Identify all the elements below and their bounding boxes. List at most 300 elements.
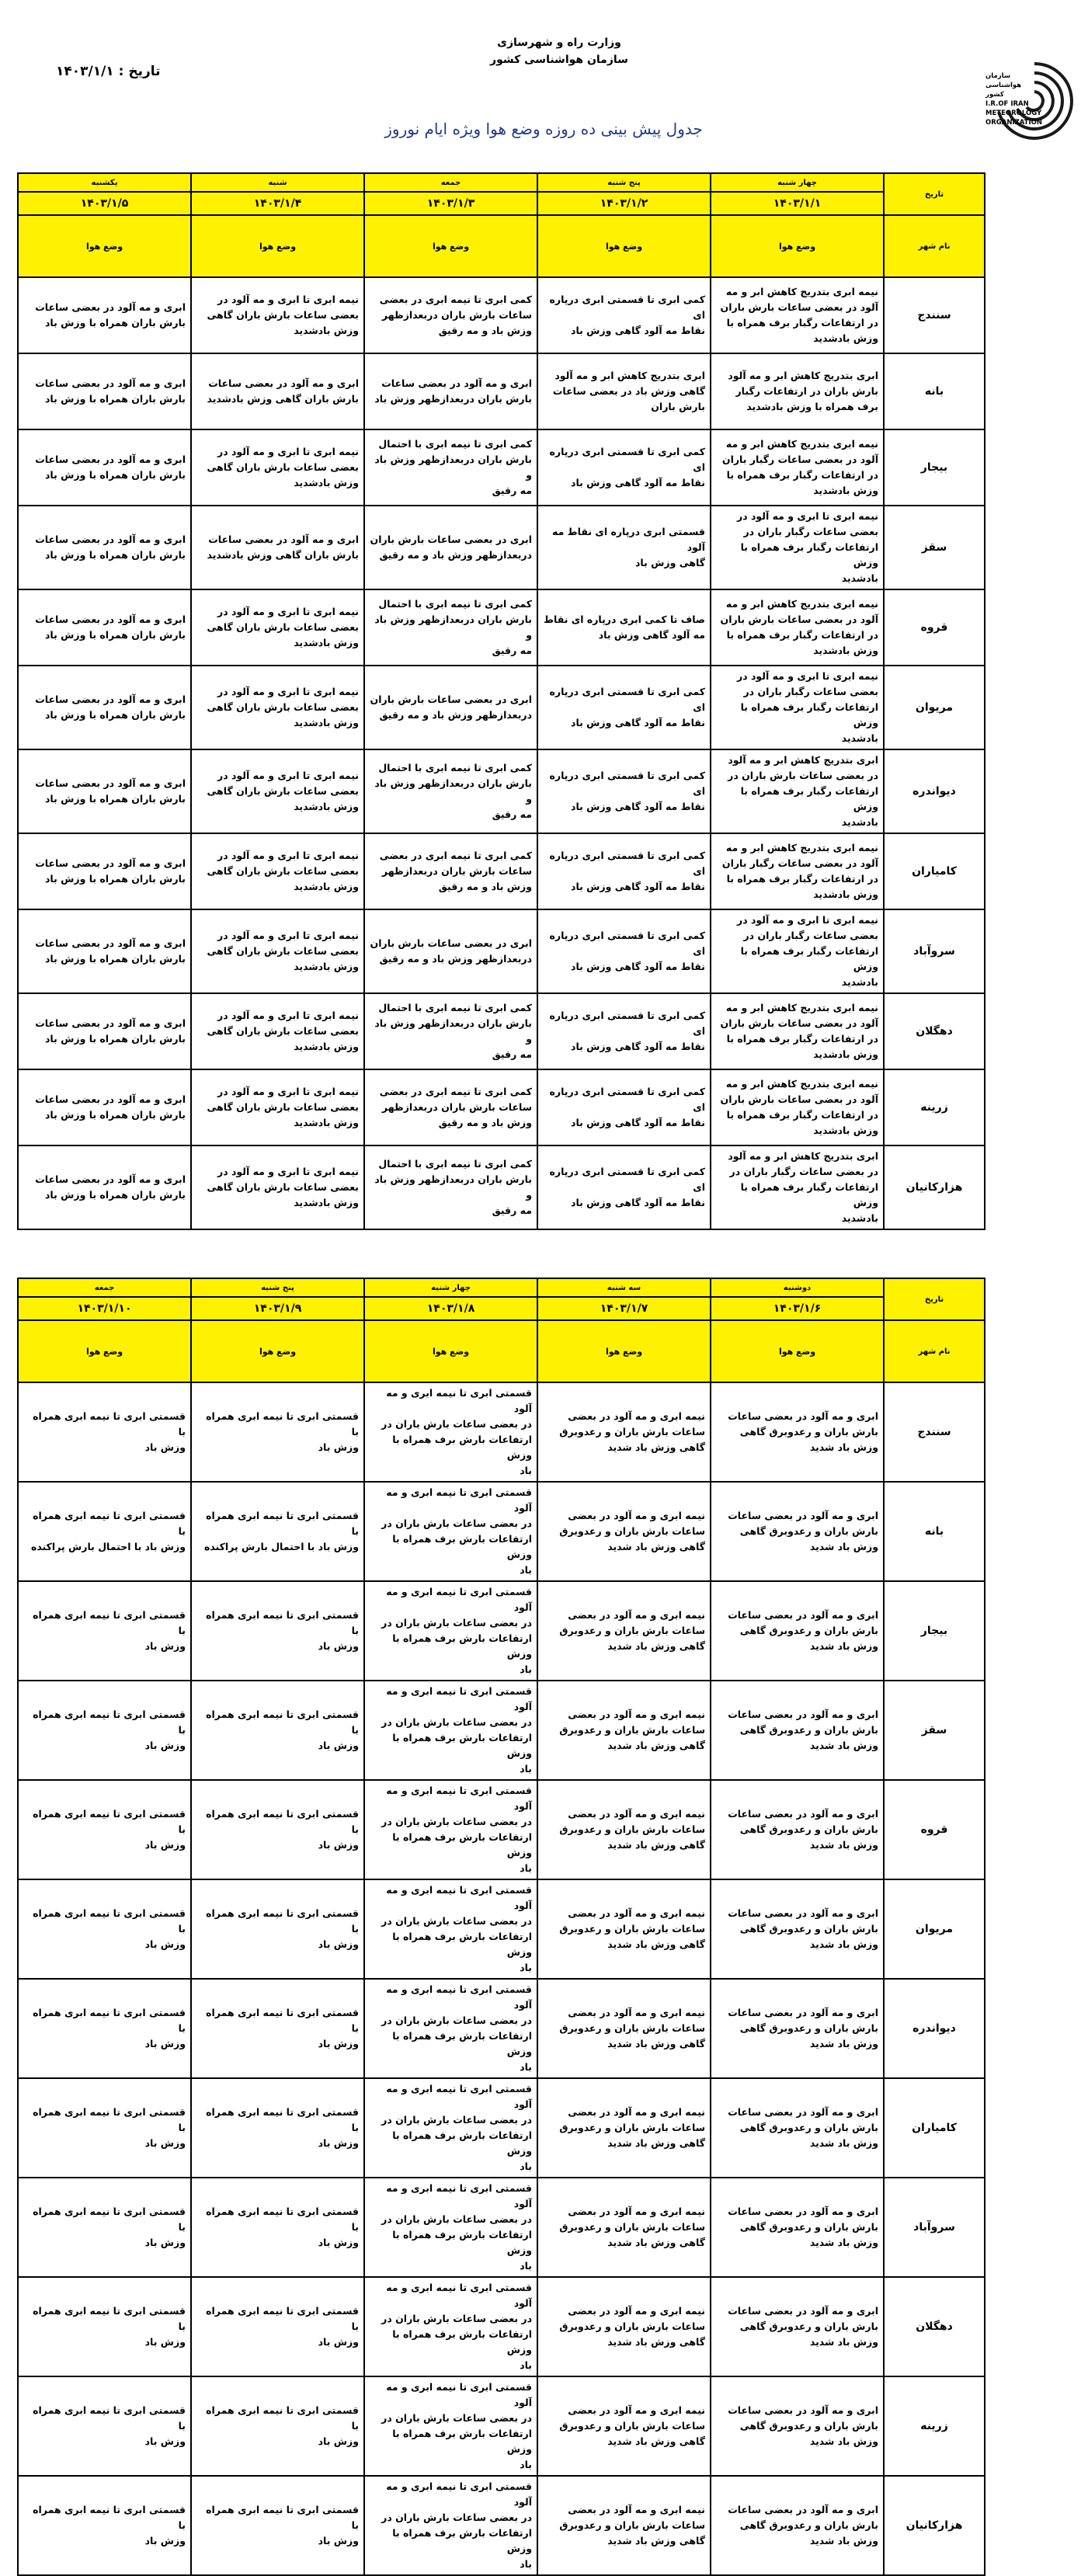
- forecast-line: بعضی ساعات بارش باران گاهی: [207, 621, 359, 633]
- forecast-cell: [18, 2178, 191, 2277]
- forecast-cell: [364, 2376, 537, 2476]
- date-row: [18, 1297, 985, 1320]
- forecast-line: وزش بادشدید: [294, 881, 359, 892]
- forecast-line: قسمتی ابری تا نیمه ابری همراه با: [33, 1907, 186, 1935]
- organization-block: [435, 34, 683, 68]
- day-date: ۱۴۰۳/۱/۲: [537, 192, 711, 215]
- forecast-cell: [191, 833, 364, 909]
- forecast-cell: [711, 1145, 884, 1229]
- forecast-line: بارش باران دربعدازظهر وزش باد و: [374, 454, 532, 481]
- forecast-line: ساعات بارش باران و رعدوبرق: [559, 1525, 705, 1537]
- forecast-cell: [18, 749, 191, 833]
- table-row: [18, 1681, 985, 1780]
- forecast-line: وزش باد شدید: [809, 2038, 878, 2049]
- forecast-cell: [191, 909, 364, 993]
- forecast-line: قسمتی ابری تا نیمه ابری همراه با: [33, 1609, 186, 1636]
- forecast-line: وزش باد و مه رقیق: [438, 325, 532, 336]
- forecast-line: دربعدازظهر وزش باد و مه رقیق: [379, 549, 532, 561]
- forecast-line: مه رقیق: [492, 1048, 532, 1060]
- forecast-line: بارش باران و رعدوبرق گاهی: [739, 1625, 878, 1636]
- forecast-line: ساعات بارش باران و رعدوبرق: [559, 2221, 705, 2233]
- city-name: سروآباد: [884, 2178, 985, 2277]
- day-date: ۱۴۰۳/۱/۶: [711, 1297, 884, 1320]
- forecast-cell: [364, 993, 537, 1069]
- forecast-line: وزش باد: [318, 1441, 359, 1453]
- forecast-line: نیمه ابری و مه آلود در بعضی: [568, 1410, 705, 1422]
- city-name: هزارکانیان: [884, 1145, 985, 1229]
- forecast-cell: [18, 1382, 191, 1482]
- forecast-cell: [711, 749, 884, 833]
- forecast-cell: [537, 506, 711, 589]
- forecast-line: ابری و مه آلود در بعضی ساعات: [35, 937, 186, 949]
- forecast-line: وزش بادشدید: [294, 325, 359, 336]
- forecast-cell: [364, 1382, 537, 1482]
- forecast-line: نقاط مه آلود گاهی وزش باد: [571, 881, 705, 892]
- forecast-cell: [711, 909, 884, 993]
- forecast-line: نیمه ابری تا ابری و مه آلود در: [217, 606, 359, 617]
- forecast-line: بارش باران در ارتفاعات رگبار: [735, 385, 878, 397]
- forecast-line: قسمتی ابری تا نیمه ابری همراه با: [33, 2106, 186, 2133]
- forecast-cell: [191, 589, 364, 666]
- forecast-line: ابری و مه آلود در بعضی ساعات: [35, 1017, 186, 1029]
- forecast-line: ساعات بارش باران و رعدوبرق: [559, 2420, 705, 2432]
- forecast-cell: [537, 2376, 711, 2476]
- forecast-line: بعضی ساعات بارش باران گاهی: [207, 309, 359, 321]
- weather-column-header: وضع هوا: [18, 215, 191, 277]
- forecast-line: آلود در بعضی ساعات رگبار باران: [721, 857, 878, 869]
- forecast-cell: [191, 666, 364, 749]
- forecast-line: بادشدید: [841, 1212, 878, 1224]
- forecast-line: ارتفاعات رگبار برف همراه با وزش: [740, 701, 878, 728]
- forecast-line: ارتفاعات بارش برف همراه با وزش: [392, 1732, 532, 1759]
- forecast-line: نیمه ابری تا ابری و مه آلود در: [217, 770, 359, 781]
- forecast-line: بارش باران و رعدوبرق گاهی: [739, 2122, 878, 2133]
- forecast-cell: [18, 506, 191, 589]
- forecast-line: بعضی ساعات بارش باران گاهی: [207, 865, 359, 877]
- forecast-line: قسمتی ابری تا نیمه ابری و مه آلود: [386, 1685, 532, 1712]
- forecast-line: بارش باران همراه با وزش باد: [44, 629, 186, 641]
- forecast-cell: [711, 833, 884, 909]
- day-name: شنبه: [191, 173, 364, 192]
- forecast-line: نیمه ابری و مه آلود در بعضی: [568, 1510, 705, 1521]
- forecast-line: وزش باد: [318, 2137, 359, 2149]
- forecast-line: در بعضی ساعات بارش باران در: [381, 1716, 532, 1728]
- forecast-line: ارتفاعات رگبار برف همراه با وزش: [740, 945, 878, 972]
- forecast-line: گاهی وزش باد در بعضی ساعات: [552, 385, 705, 397]
- forecast-cell: [191, 2376, 364, 2476]
- city-name: دهگلان: [884, 993, 985, 1069]
- table-row: [18, 666, 985, 749]
- forecast-cell: [537, 993, 711, 1069]
- forecast-line: وزش باد با احتمال بارش پراکنده: [30, 1541, 186, 1552]
- forecast-cell: [537, 1979, 711, 2078]
- forecast-line: ابری و مه آلود در بعضی ساعات: [728, 2305, 878, 2317]
- forecast-line: ساعات بارش باران و رعدوبرق: [559, 2519, 705, 2531]
- document-header: [0, 0, 1088, 155]
- forecast-line: قسمتی ابری تا نیمه ابری همراه با: [206, 2504, 359, 2531]
- forecast-cell: [711, 353, 884, 429]
- forecast-line: بارش باران همراه با وزش باد: [44, 549, 186, 561]
- forecast-cell: [711, 1780, 884, 1879]
- forecast-line: مه رقیق: [492, 485, 532, 496]
- forecast-line: ارتفاعات بارش برف همراه با وزش: [392, 2129, 532, 2157]
- forecast-line: باد: [520, 1862, 532, 1874]
- forecast-line: قسمتی ابری تا نیمه ابری و مه آلود: [386, 2182, 532, 2209]
- forecast-line: وزش باد شدید: [809, 1541, 878, 1552]
- forecast-cell: [191, 1382, 364, 1482]
- forecast-line: بادشدید: [841, 572, 878, 584]
- table-row: [18, 749, 985, 833]
- forecast-line: وزش باد: [144, 2535, 186, 2546]
- forecast-line: وزش باد شدید: [809, 1938, 878, 1950]
- day-name: جمعه: [364, 173, 537, 192]
- forecast-line: ارتفاعات رگبار برف همراه با وزش: [740, 1181, 878, 1208]
- forecast-line: بارش باران و رعدوبرق گاهی: [739, 2320, 878, 2332]
- table-row: [18, 909, 985, 993]
- forecast-line: گاهی وزش باد: [635, 557, 705, 568]
- date-value: ۱۴۰۳/۱/۱: [56, 64, 114, 79]
- forecast-cell: [18, 1581, 191, 1681]
- forecast-cell: [18, 353, 191, 429]
- corner-date-label: تاریخ: [884, 173, 985, 215]
- forecast-line: باد: [520, 2061, 532, 2073]
- forecast-line: قسمتی ابری تا نیمه ابری همراه با: [206, 1808, 359, 1835]
- forecast-line: در ارتفاعات رگبار برف همراه با: [726, 873, 878, 885]
- forecast-cell: [711, 1681, 884, 1780]
- forecast-line: ابری در بعضی ساعات بارش باران: [370, 937, 532, 949]
- forecast-line: وزش بادشدید: [294, 717, 359, 728]
- forecast-line: ابری و مه آلود در بعضی ساعات: [35, 534, 186, 545]
- forecast-line: وزش بادشدید: [813, 645, 878, 656]
- day-date: ۱۴۰۳/۱/۵: [18, 192, 191, 215]
- weather-column-header: وضع هوا: [537, 1320, 711, 1382]
- forecast-line: بارش باران دربعدازظهر وزش باد و: [374, 1173, 532, 1201]
- forecast-line: قسمتی ابری تا نیمه ابری همراه با: [206, 2305, 359, 2332]
- forecast-cell: [537, 909, 711, 993]
- forecast-line: وزش بادشدید: [294, 961, 359, 972]
- forecast-line: گاهی وزش باد شدید: [607, 1938, 705, 1950]
- forecast-line: ابری و مه آلود در بعضی ساعات: [35, 377, 186, 389]
- day-date: ۱۴۰۳/۱/۹: [191, 1297, 364, 1320]
- forecast-line: قسمتی ابری تا نیمه ابری و مه آلود: [386, 1586, 532, 1613]
- forecast-line: قسمتی ابری تا نیمه ابری همراه با: [206, 1510, 359, 1537]
- forecast-cell: [191, 2476, 364, 2575]
- forecast-cell: [364, 506, 537, 589]
- forecast-line: در ارتفاعات رگبار برف همراه با: [726, 629, 878, 641]
- forecast-line: وزش بادشدید: [813, 1125, 878, 1136]
- forecast-line: ارتفاعات بارش برف همراه با وزش: [392, 2229, 532, 2256]
- forecast-line: وزش باد: [318, 1839, 359, 1851]
- forecast-line: نیمه ابری بتدریج کاهش ابر و مه: [725, 1002, 878, 1013]
- forecast-line: بارش باران همراه با وزش باد: [44, 953, 186, 965]
- forecast-line: بعضی ساعات بارش باران گاهی: [207, 461, 359, 473]
- forecast-line: نیمه ابری تا ابری و مه آلود در: [217, 446, 359, 457]
- forecast-line: وزش بادشدید: [294, 1041, 359, 1052]
- forecast-line: برف همراه با وزش بادشدید: [746, 401, 878, 412]
- forecast-line: وزش باد و مه رقیق: [438, 881, 532, 892]
- city-name: بیجار: [884, 1581, 985, 1681]
- forecast-line: ابری و مه آلود در بعضی ساعات: [35, 301, 186, 313]
- table-row: [18, 353, 985, 429]
- forecast-line: نقاط مه آلود گاهی وزش باد: [571, 1197, 705, 1208]
- forecast-line: صاف تا کمی ابری درپاره ای نقاط: [544, 614, 705, 625]
- forecast-line: بارش باران و رعدوبرق گاهی: [739, 2420, 878, 2432]
- forecast-line: باد: [520, 1564, 532, 1576]
- forecast-line: ابری و مه آلود در بعضی ساعات: [208, 534, 359, 545]
- forecast-cell: [537, 589, 711, 666]
- city-name: بیجار: [884, 429, 985, 506]
- forecast-cell: [711, 1482, 884, 1581]
- forecast-line: قسمتی ابری تا نیمه ابری و مه آلود: [386, 2381, 532, 2408]
- forecast-line: بارش باران همراه با وزش باد: [44, 1033, 186, 1045]
- forecast-line: در بعضی ساعات بارش باران در: [381, 2512, 532, 2523]
- forecast-line: نقاط مه آلود گاهی وزش باد: [571, 325, 705, 336]
- forecast-line: وزش بادشدید: [294, 1117, 359, 1128]
- forecast-line: بارش باران و رعدوبرق گاهی: [739, 1525, 878, 1537]
- forecast-cell: [537, 353, 711, 429]
- forecast-line: ابری و مه آلود در بعضی ساعات: [728, 1907, 878, 1919]
- forecast-line: ابری و مه آلود در بعضی ساعات: [728, 1510, 878, 1521]
- forecast-line: کمی ابری تا قسمتی ابری درپاره ای: [549, 1166, 705, 1193]
- forecast-line: ارتفاعات بارش برف همراه با وزش: [392, 1533, 532, 1560]
- forecast-line: مه رقیق: [492, 1205, 532, 1216]
- date-label: تاریخ :: [118, 64, 161, 79]
- forecast-line: نیمه ابری بتدریج کاهش ابر و مه: [725, 1078, 878, 1090]
- forecast-line: ساعات بارش باران و رعدوبرق: [559, 2320, 705, 2332]
- forecast-line: وزش بادشدید: [813, 485, 878, 496]
- day-name: چهار شنبه: [711, 173, 884, 192]
- city-name: دهگلان: [884, 2277, 985, 2376]
- forecast-line: در بعضی ساعات بارش باران در: [381, 2412, 532, 2424]
- forecast-cell: [711, 1382, 884, 1482]
- forecast-line: وزش باد شدید: [809, 2336, 878, 2348]
- forecast-line: وزش باد شدید: [809, 2435, 878, 2447]
- forecast-line: قسمتی ابری تا نیمه ابری همراه با: [206, 1709, 359, 1736]
- forecast-line: بارش باران همراه با وزش باد: [44, 1189, 186, 1201]
- forecast-cell: [711, 589, 884, 666]
- forecast-cell: [537, 666, 711, 749]
- forecast-line: گاهی وزش باد شدید: [607, 1441, 705, 1453]
- forecast-line: نقاط مه آلود گاهی وزش باد: [571, 717, 705, 728]
- forecast-cell: [537, 2476, 711, 2575]
- forecast-line: وزش باد: [144, 2336, 186, 2348]
- table-row: [18, 1069, 985, 1145]
- city-name: سقز: [884, 506, 985, 589]
- forecast-line: نقاط مه آلود گاهی وزش باد: [571, 477, 705, 488]
- forecast-line: وزش باد شدید: [809, 2137, 878, 2149]
- forecast-line: بارش باران همراه با وزش باد: [44, 469, 186, 481]
- forecast-cell: [711, 1879, 884, 1979]
- forecast-line: باد: [520, 2558, 532, 2570]
- forecast-line: ساعات بارش باران و رعدوبرق: [559, 1426, 705, 1437]
- forecast-cell: [18, 1780, 191, 1879]
- forecast-line: ابری و مه آلود در بعضی ساعات: [35, 614, 186, 625]
- table-row: [18, 1482, 985, 1581]
- city-column-header: نام شهر: [884, 215, 985, 277]
- forecast-line: بعضی ساعات رگبار باران در: [743, 930, 878, 941]
- forecast-line: وزش باد شدید: [809, 2237, 878, 2248]
- forecast-line: گاهی وزش باد شدید: [607, 2237, 705, 2248]
- forecast-line: ارتفاعات بارش برف همراه با وزش: [392, 1931, 532, 1958]
- forecast-line: ابری و مه آلود در بعضی ساعات: [728, 2206, 878, 2217]
- weather-column-header: وضع هوا: [191, 215, 364, 277]
- forecast-cell: [191, 1145, 364, 1229]
- table-row: [18, 2277, 985, 2376]
- day-date: ۱۴۰۳/۱/۴: [191, 192, 364, 215]
- forecast-line: در بعضی ساعات بارش باران در: [381, 1816, 532, 1827]
- forecast-cell: [18, 1145, 191, 1229]
- forecast-line: گاهی وزش باد شدید: [607, 1640, 705, 1652]
- forecast-line: نقاط مه آلود گاهی وزش باد: [571, 961, 705, 972]
- forecast-line: نیمه ابری و مه آلود در بعضی: [568, 1907, 705, 1919]
- forecast-line: بارش باران و رعدوبرق گاهی: [739, 1823, 878, 1835]
- forecast-line: ابری بتدریج کاهش ابر و مه آلود: [728, 370, 878, 381]
- forecast-cell: [191, 1681, 364, 1780]
- logo-text: [985, 71, 1040, 127]
- day-date: ۱۴۰۳/۱/۱۰: [18, 1297, 191, 1320]
- forecast-line: ساعات بارش باران و رعدوبرق: [559, 1724, 705, 1736]
- table-row: [18, 1581, 985, 1681]
- forecast-line: ساعات بارش باران و رعدوبرق: [559, 1823, 705, 1835]
- forecast-line: باد: [520, 2359, 532, 2371]
- forecast-line: قسمتی ابری تا نیمه ابری و مه آلود: [386, 1486, 532, 1514]
- forecast-line: وزش باد شدید: [809, 1640, 878, 1652]
- forecast-line: آلود در بعضی ساعات بارش باران: [720, 301, 878, 313]
- forecast-line: بارش باران گاهی وزش بادشدید: [207, 549, 359, 561]
- forecast-line: وزش بادشدید: [813, 888, 878, 900]
- forecast-cell: [191, 993, 364, 1069]
- forecast-cell: [191, 429, 364, 506]
- forecast-line: قسمتی ابری تا نیمه ابری و مه آلود: [386, 2282, 532, 2309]
- forecast-cell: [711, 2476, 884, 2575]
- forecast-line: وزش بادشدید: [294, 637, 359, 648]
- corner-date-label: تاریخ: [884, 1278, 985, 1320]
- forecast-line: ارتفاعات رگبار برف همراه با وزش: [740, 541, 878, 568]
- forecast-line: وزش باد: [318, 2336, 359, 2348]
- forecast-table-week1: [17, 172, 985, 1230]
- table-row: [18, 277, 985, 353]
- forecast-line: آلود در بعضی ساعات بارش باران: [720, 614, 878, 625]
- forecast-line: وزش باد: [144, 2237, 186, 2248]
- forecast-line: ابری و مه آلود در بعضی ساعات: [728, 2404, 878, 2416]
- forecast-line: بادشدید: [841, 732, 878, 744]
- forecast-line: بعضی ساعات بارش باران گاهی: [207, 1101, 359, 1113]
- forecast-cell: [711, 1581, 884, 1681]
- forecast-line: ابری بتدریج کاهش ابر و مه آلود: [728, 754, 878, 766]
- forecast-cell: [364, 909, 537, 993]
- forecast-cell: [191, 353, 364, 429]
- forecast-cell: [364, 1069, 537, 1145]
- forecast-line: در ارتفاعات رگبار برف همراه با: [726, 317, 878, 329]
- forecast-line: نیمه ابری و مه آلود در بعضی: [568, 2206, 705, 2217]
- forecast-line: باد: [520, 1962, 532, 1973]
- forecast-line: ارتفاعات بارش برف همراه با وزش: [392, 2527, 532, 2554]
- forecast-line: بارش باران و رعدوبرق گاهی: [739, 2221, 878, 2233]
- logo-text-line: سازمان هواشناسی کشور: [985, 72, 1022, 99]
- forecast-line: در بعضی ساعات بارش باران در: [381, 1617, 532, 1629]
- forecast-cell: [364, 2476, 537, 2575]
- forecast-line: وزش باد: [318, 2535, 359, 2546]
- forecast-line: بارش باران: [651, 401, 705, 412]
- forecast-cell: [18, 833, 191, 909]
- forecast-line: ارتفاعات بارش برف همراه با وزش: [392, 1434, 532, 1461]
- forecast-line: قسمتی ابری تا نیمه ابری و مه آلود: [386, 1983, 532, 2011]
- forecast-cell: [191, 1482, 364, 1581]
- forecast-line: کمی ابری تا نیمه ابری با احتمال: [378, 598, 532, 610]
- forecast-cell: [537, 2078, 711, 2178]
- forecast-line: نیمه ابری تا ابری و مه آلود در: [737, 510, 878, 522]
- forecast-line: وزش باد شدید: [809, 1441, 878, 1453]
- forecast-line: وزش باد و مه رقیق: [438, 1117, 532, 1128]
- forecast-cell: [537, 1145, 711, 1229]
- forecast-cell: [364, 353, 537, 429]
- city-name: دیواندره: [884, 1979, 985, 2078]
- forecast-line: کمی ابری تا نیمه ابری در بعضی: [379, 850, 532, 861]
- forecast-cell: [364, 589, 537, 666]
- forecast-line: بارش باران دربعدازظهر وزش باد و: [374, 1017, 532, 1045]
- forecast-cell: [364, 1145, 537, 1229]
- forecast-cell: [537, 1879, 711, 1979]
- forecast-line: ابری و مه آلود در بعضی ساعات: [35, 777, 186, 789]
- forecast-line: ابری و مه آلود در بعضی ساعات: [728, 1808, 878, 1820]
- forecast-cell: [364, 833, 537, 909]
- day-date: ۱۴۰۳/۱/۳: [364, 192, 537, 215]
- forecast-line: نیمه ابری تا ابری و مه آلود در: [217, 1086, 359, 1097]
- forecast-line: کمی ابری تا قسمتی ابری درپاره ای: [549, 1086, 705, 1113]
- forecast-line: ساعات بارش باران و رعدوبرق: [559, 1923, 705, 1935]
- forecast-line: نقاط مه آلود گاهی وزش باد: [571, 1117, 705, 1128]
- day-name: چهار شنبه: [364, 1278, 537, 1297]
- forecast-line: در بعضی ساعات بارش باران در: [381, 2213, 532, 2225]
- city-name: مریوان: [884, 1879, 985, 1979]
- forecast-line: ابری در بعضی ساعات بارش باران: [370, 694, 532, 705]
- forecast-line: وزش بادشدید: [294, 801, 359, 812]
- forecast-line: قسمتی ابری تا نیمه ابری همراه با: [33, 1510, 186, 1537]
- forecast-cell: [191, 1069, 364, 1145]
- forecast-line: باد: [520, 1663, 532, 1675]
- forecast-line: دربعدازظهر وزش باد و مه رقیق: [379, 709, 532, 721]
- forecast-line: مه رقیق: [492, 808, 532, 820]
- forecast-line: بارش باران گاهی وزش بادشدید: [207, 393, 359, 405]
- forecast-line: نیمه ابری و مه آلود در بعضی: [568, 1709, 705, 1720]
- forecast-line: قسمتی ابری تا نیمه ابری همراه با: [33, 1808, 186, 1835]
- table-row: [18, 1979, 985, 2078]
- forecast-line: ابری و مه آلود در بعضی ساعات: [728, 2106, 878, 2118]
- table-row: [18, 833, 985, 909]
- forecast-line: قسمتی ابری تا نیمه ابری همراه با: [206, 1410, 359, 1437]
- forecast-line: وزش باد شدید: [809, 2535, 878, 2546]
- forecast-cell: [191, 277, 364, 353]
- forecast-line: قسمتی ابری تا نیمه ابری همراه با: [33, 2504, 186, 2531]
- forecast-line: نیمه ابری تا ابری و مه آلود در: [217, 686, 359, 697]
- city-name: بانه: [884, 1482, 985, 1581]
- forecast-line: قسمتی ابری تا نیمه ابری همراه با: [33, 2404, 186, 2432]
- forecast-line: در بعضی ساعات بارش باران در: [381, 1517, 532, 1529]
- forecast-line: وزش باد: [144, 1441, 186, 1453]
- forecast-line: نیمه ابری تا ابری و مه آلود در: [217, 850, 359, 861]
- forecast-line: بارش باران همراه با وزش باد: [44, 709, 186, 721]
- forecast-line: بادشدید: [841, 976, 878, 988]
- forecast-cell: [18, 666, 191, 749]
- forecast-line: وزش باد: [318, 2038, 359, 2049]
- forecast-line: بارش باران همراه با وزش باد: [44, 317, 186, 329]
- forecast-cell: [364, 1581, 537, 1681]
- forecast-cell: [364, 2178, 537, 2277]
- forecast-line: قسمتی ابری تا نیمه ابری همراه با: [206, 2206, 359, 2233]
- forecast-line: ساعات بارش باران و رعدوبرق: [559, 2122, 705, 2133]
- forecast-cell: [364, 277, 537, 353]
- forecast-line: قسمتی ابری درپاره ای نقاط مه آلود: [551, 526, 705, 553]
